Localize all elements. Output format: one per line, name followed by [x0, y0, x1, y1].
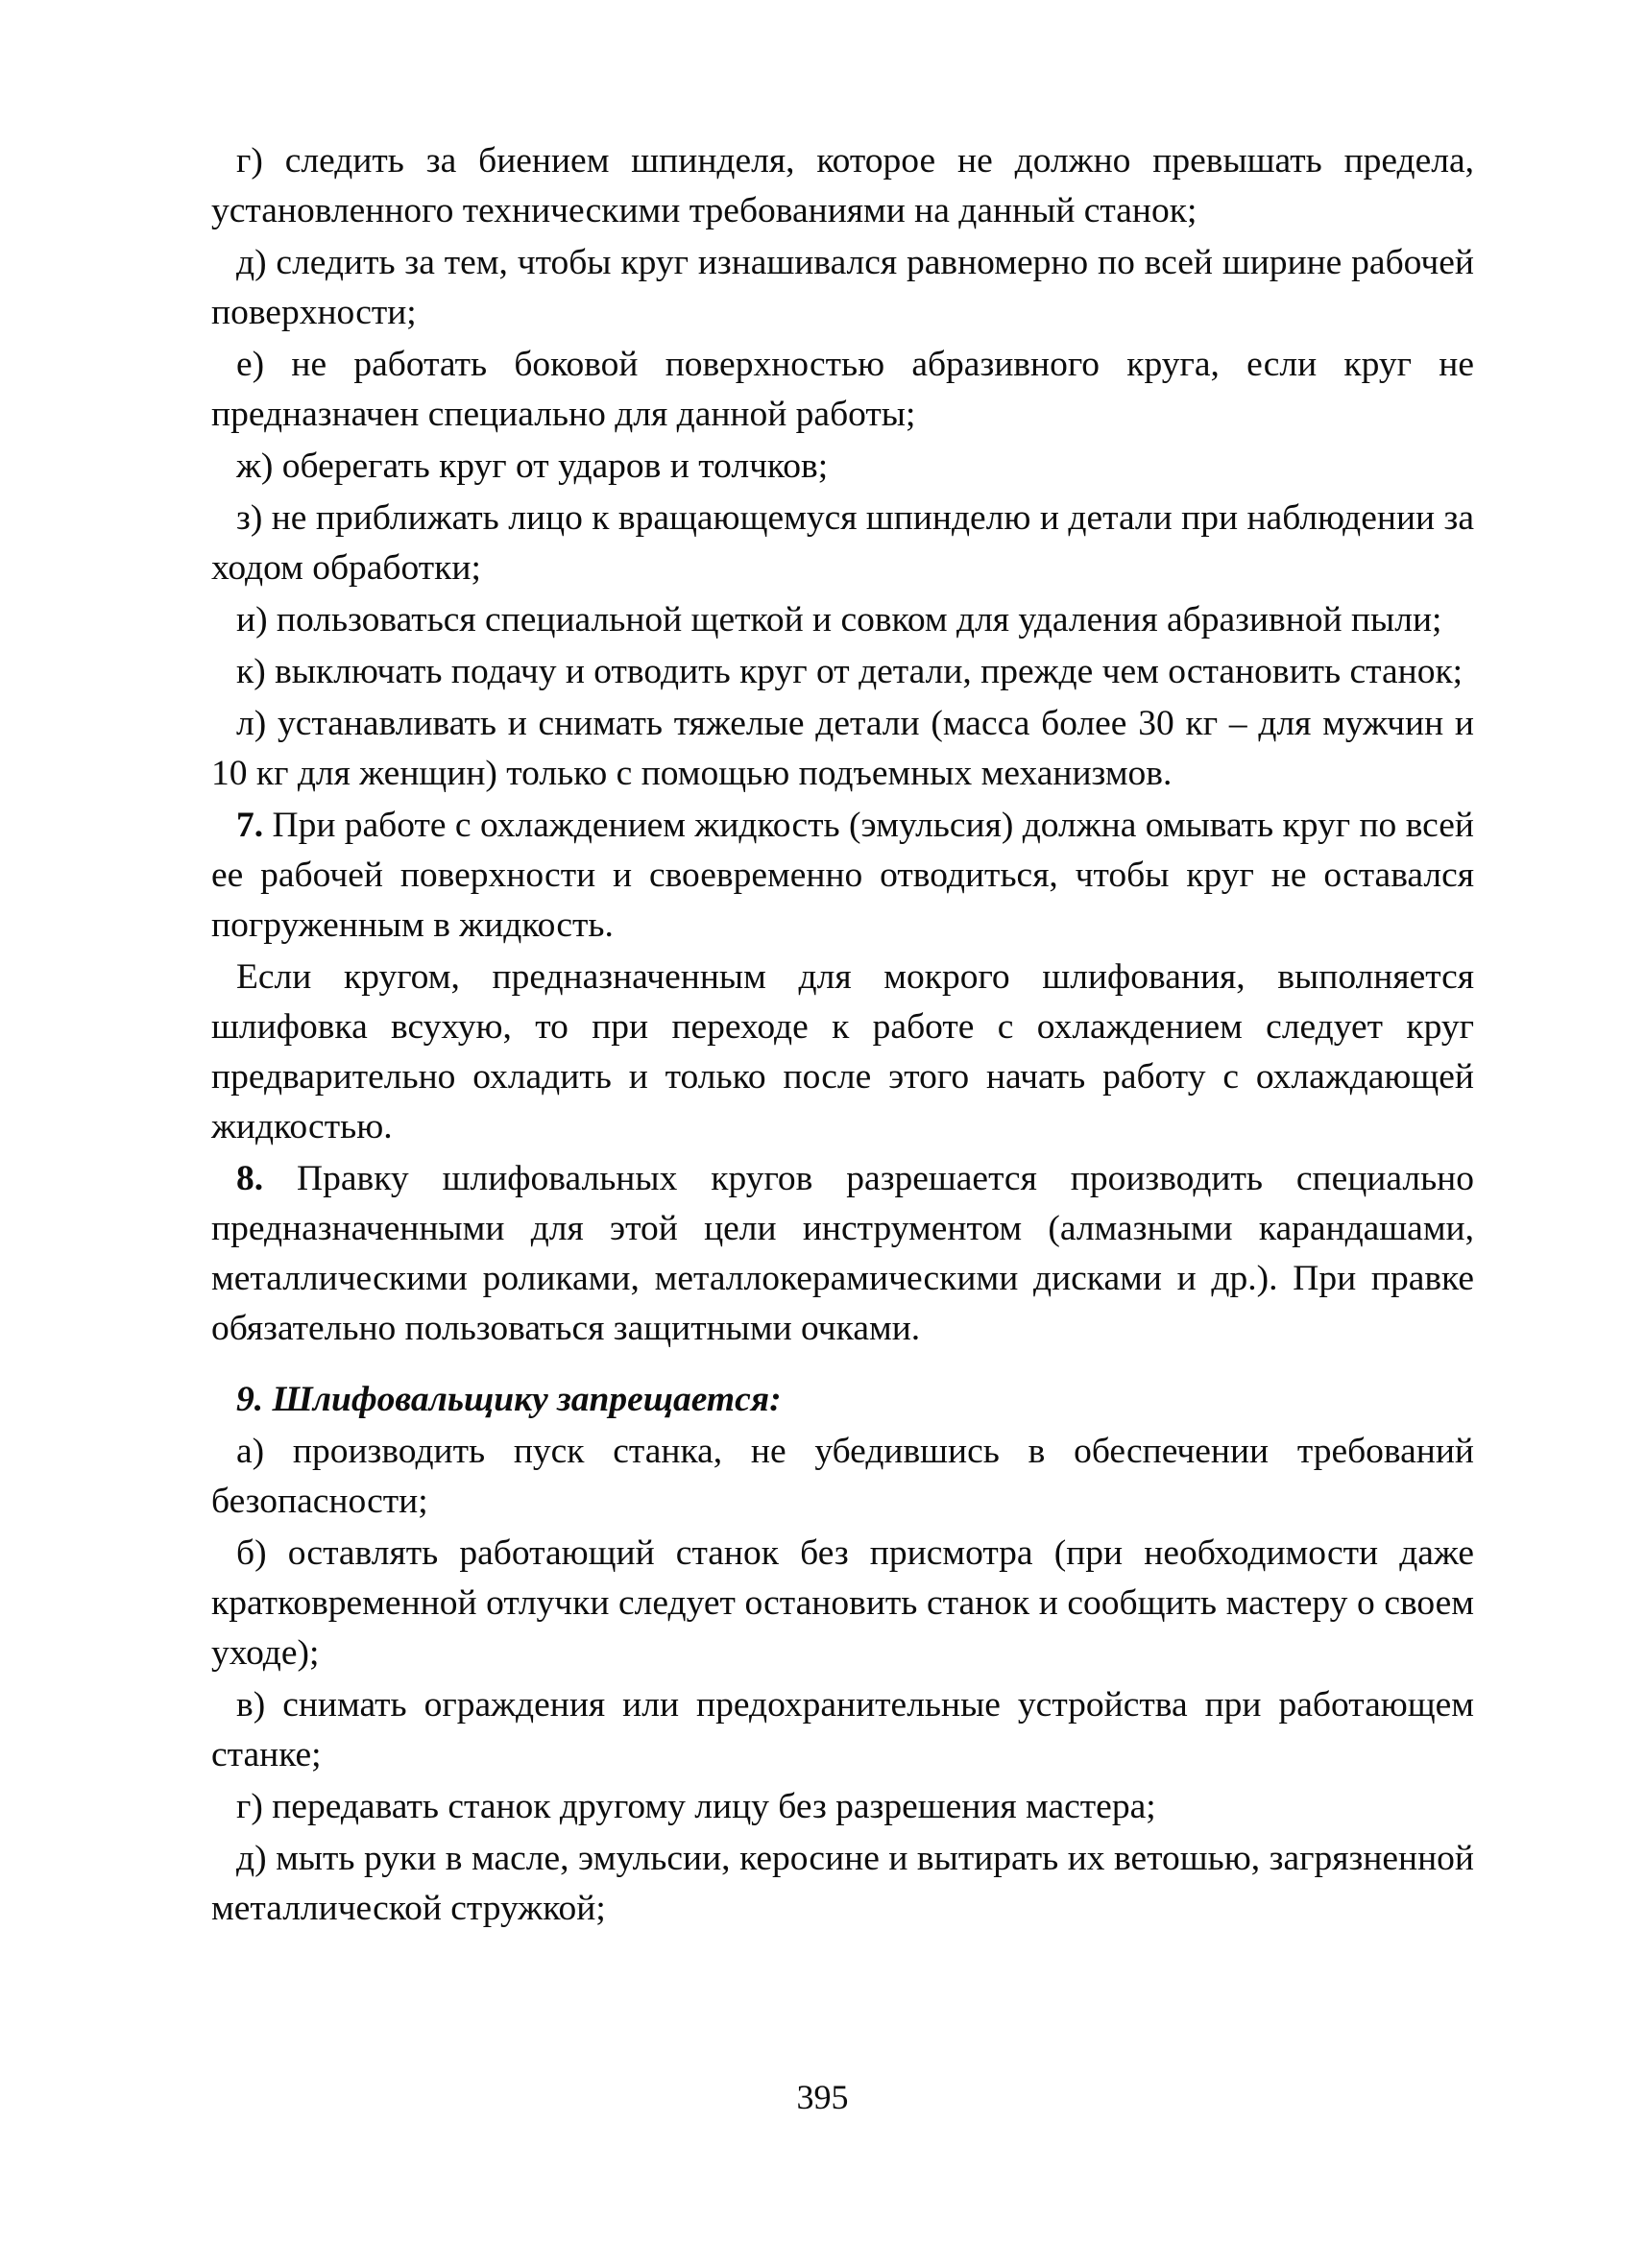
paragraph-zh: ж) оберегать круг от ударов и толчков; — [236, 446, 829, 486]
page-body — [211, 136, 1474, 1936]
list-item-b: б) оставлять работающий станок без присмотра (при необходимости даже кратковременной отлучки следует остановить станок и сообщить мастеру о своем уходе); — [211, 1533, 1474, 1673]
paragraph-g: г) следить за биением шпинделя, которое не должно превышать предела, установленного техническими требованиями на данный станок; — [211, 141, 1474, 230]
paragraph-number: 7. — [236, 806, 264, 845]
paragraph-7-cont: Если кругом, предназначенным для мокрого шлифования, выполняется шлифовка всухую, то при переходе к работе с охлаждением следует круг предварительно охладить и только после этого начать работу с охлаждающей жидкостью. — [211, 957, 1474, 1146]
paragraph-e: е) не работать боковой поверхностью абразивного круга, если круг не предназначен специально для данной работы; — [211, 345, 1474, 434]
paragraph-d: д) следить за тем, чтобы круг изнашивался равномерно по всей ширине рабочей поверхности; — [211, 243, 1474, 332]
paragraph-z: з) не приближать лицо к вращающемуся шпинделю и детали при наблюдении за ходом обработки; — [211, 498, 1474, 588]
list-item-d: д) мыть руки в масле, эмульсии, керосине и вытирать их ветошью, загрязненной металлической стружкой; — [211, 1839, 1474, 1928]
list-item-a: а) производить пуск станка, не убедившись в обеспечении требований безопасности; — [211, 1432, 1474, 1521]
section-9-heading: 9. Шлифовальщику запрещается: — [236, 1380, 782, 1419]
paragraph-i: и) пользоваться специальной щеткой и совком для удаления абразивной пыли; — [236, 600, 1442, 639]
paragraph-number: 8. — [236, 1159, 264, 1198]
list-item-v: в) снимать ограждения или предохранительные устройства при работающем станке; — [211, 1685, 1474, 1774]
list-item-g: г) передавать станок другому лицу без разрешения мастера; — [236, 1787, 1156, 1826]
paragraph-7: 7. При работе с охлаждением жидкость (эмульсия) должна омывать круг по всей ее рабочей поверхности и своевременно отводиться, чтобы круг не оставался погруженным в жидкость. — [211, 806, 1474, 945]
paragraph-l: л) устанавливать и снимать тяжелые детали (масса более 30 кг – для мужчин и 10 кг для женщин) только с помощью подъемных механизмов. — [211, 704, 1474, 793]
paragraph-8: 8. Правку шлифовальных кругов разрешается производить специально предназначенными для этой цели инструментом (алмазными карандашами, металлическими роликами, металлокерамическими дисками и др.). При правке обязательно пользоваться защитными очками. — [211, 1159, 1474, 1348]
page-number: 395 — [796, 2078, 849, 2116]
paragraph-k: к) выключать подачу и отводить круг от детали, прежде чем остановить станок; — [236, 652, 1464, 691]
